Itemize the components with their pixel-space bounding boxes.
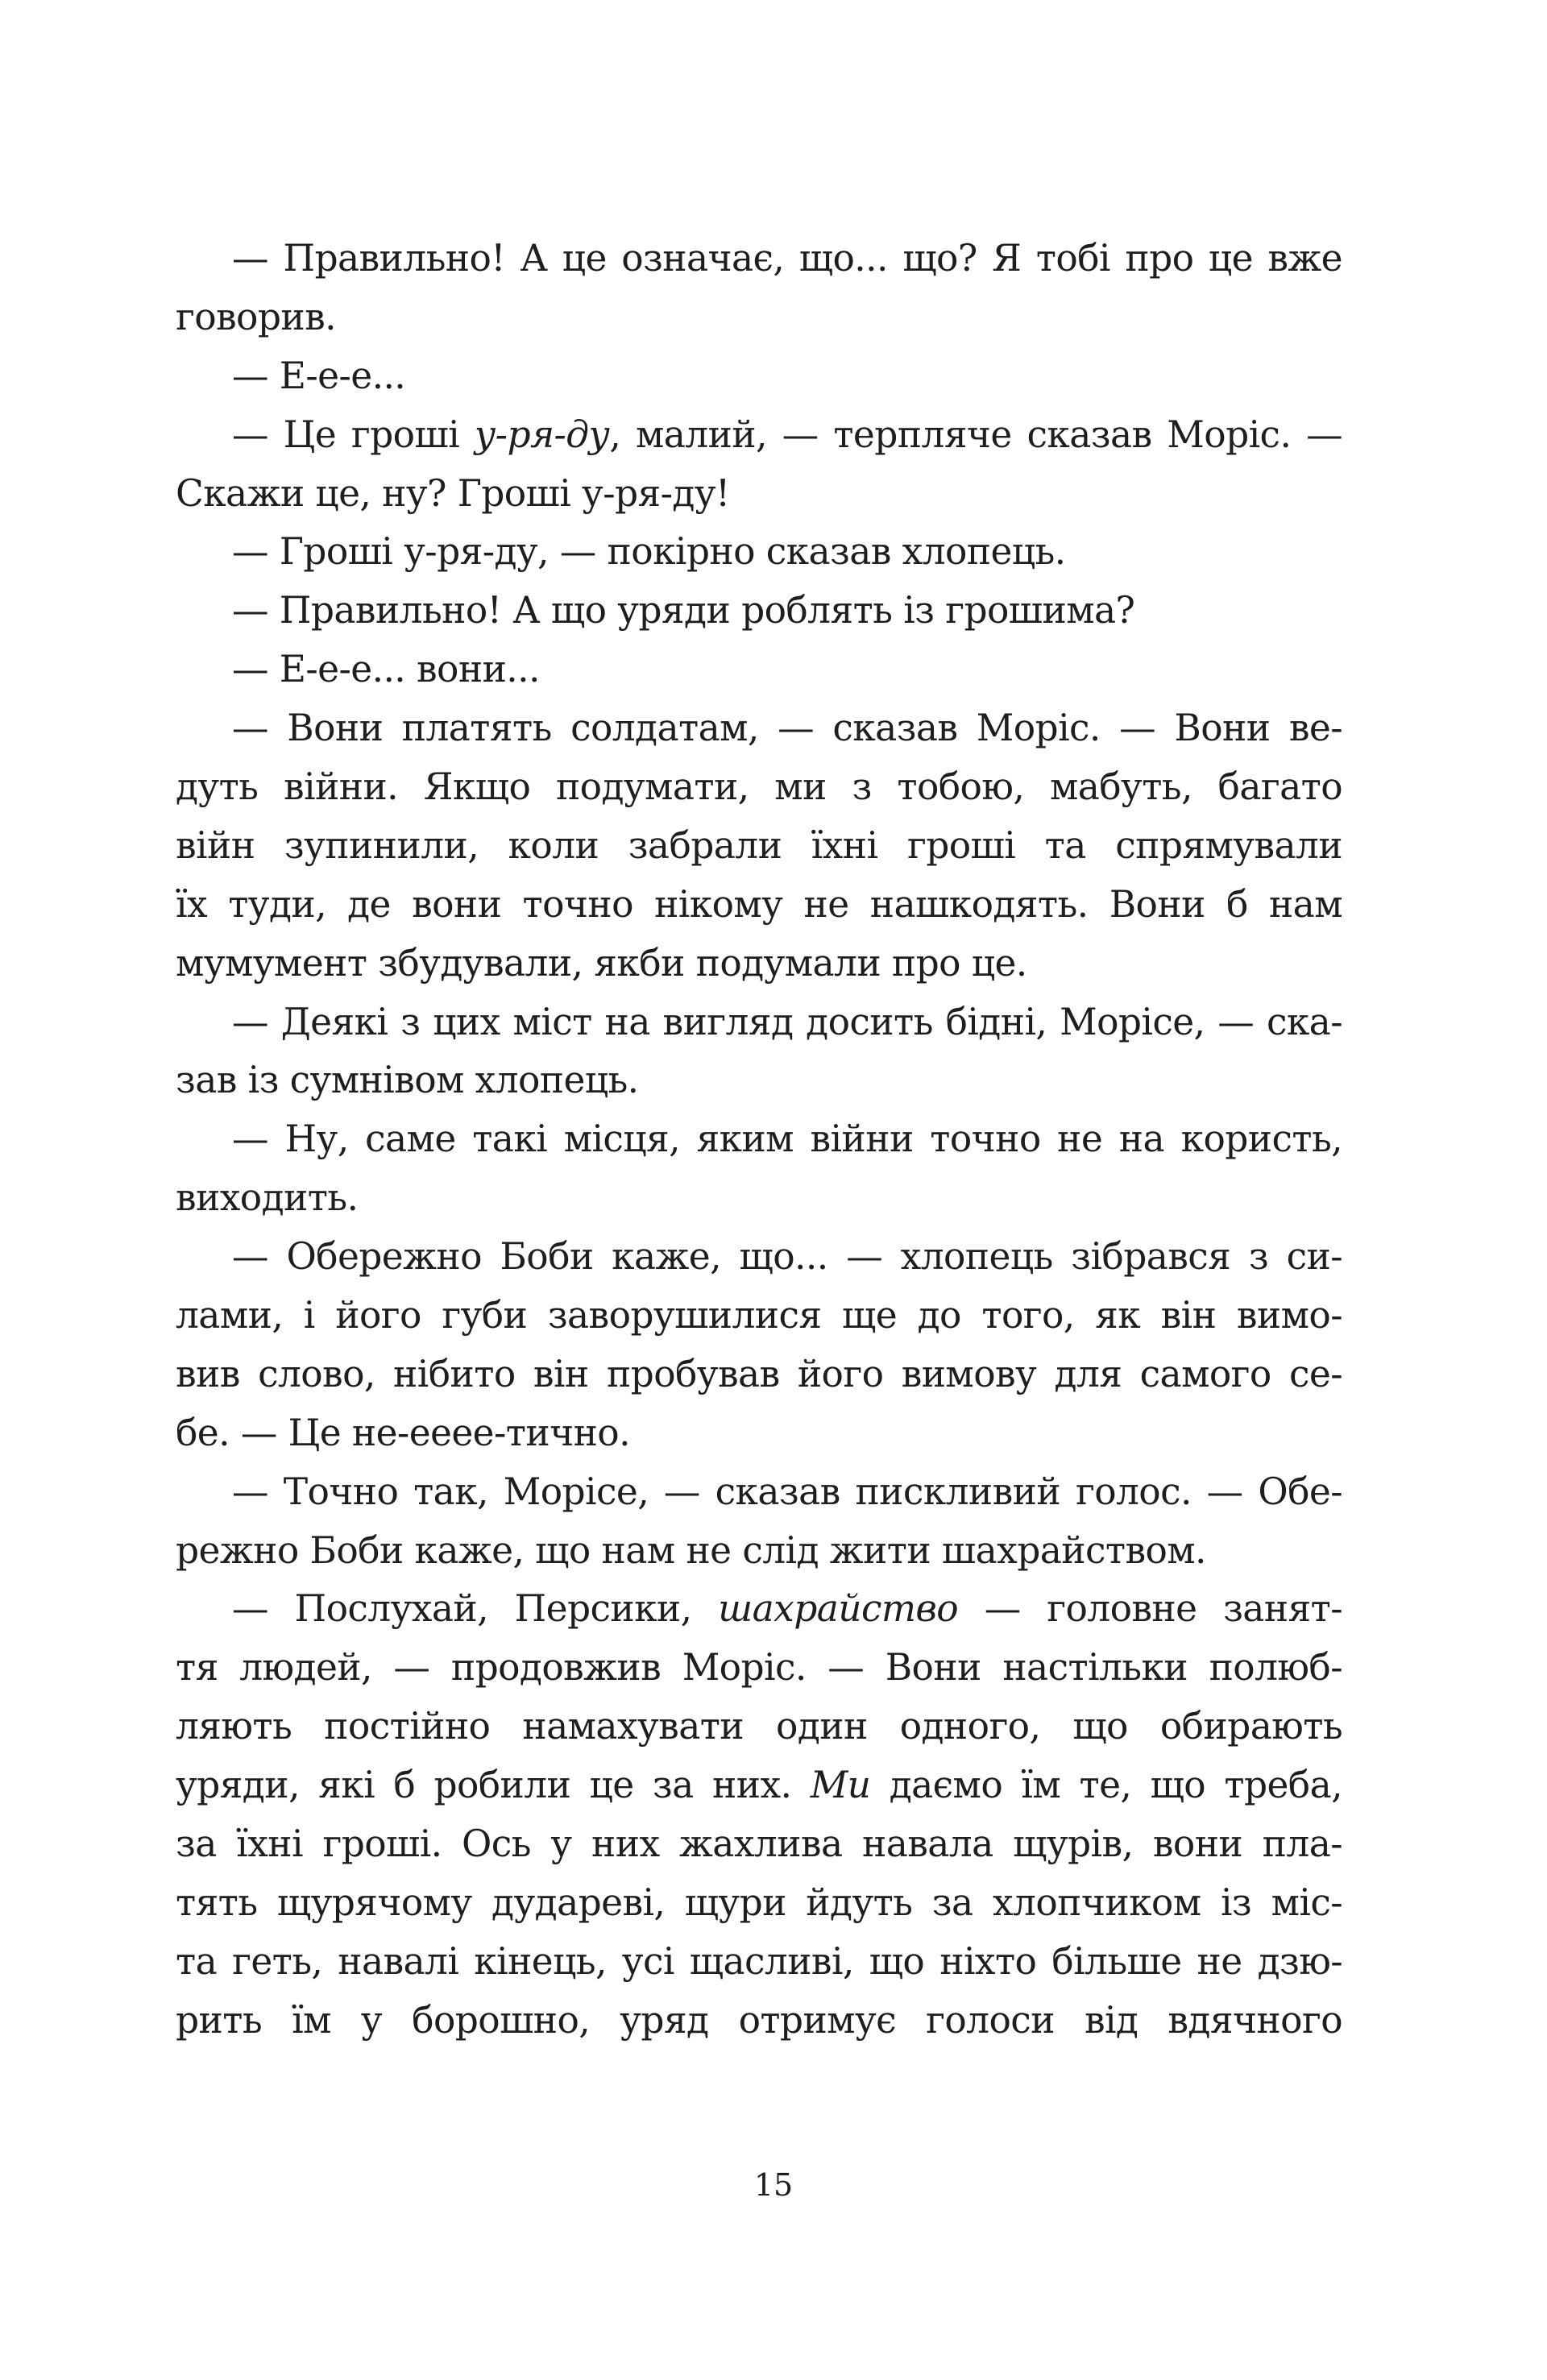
text-line: — Точно так, Морісе, — сказав пискливий голос. — Обе- [232,1470,1342,1513]
text-line: — Деякі з цих міст на вигляд досить бідні, Морісе, — ска- [232,1000,1342,1043]
text-line: — Вони платять солдатам, — сказав Моріс. — Вони ве- [232,707,1342,750]
text-line: — Послухай, Персики, шахрайство — головне занят- [232,1587,1342,1631]
text-line: війн зупинили, коли забрали їхні гроші та спрямували [176,823,1342,867]
text-line: говорив. [176,295,336,338]
text-line: — Е-е-е... [232,354,406,397]
text-line: — Е-е-е... вони... [232,648,540,691]
page-body-text [176,230,1342,2050]
text-line: та геть, навалі кінець, усі щасливі, що ніхто більше не дзю- [176,1939,1342,1983]
text-line: — Це гроші у-ря-ду, малий, — терпляче сказав Моріс. — [232,413,1342,456]
text-line: дуть війни. Якщо подумати, ми з тобою, мабуть, багато [176,765,1342,809]
text-line: тять щурячому дудареві, щури йдуть за хлопчиком із міс- [176,1880,1342,1924]
text-line: — Обережно Боби каже, що... — хлопець зібрався з си- [232,1235,1342,1279]
text-line: режно Боби каже, що нам не слід жити шахрайством. [176,1528,1206,1572]
page-number: 15 [753,2167,794,2203]
text-line: мумумент збудували, якби подумали про це. [176,941,1027,985]
text-line: уряди, які б робили це за них. Ми даємо їм те, що треба, [176,1764,1342,1807]
text-line: — Правильно! А що уряди роблять із грошима? [232,589,1135,632]
text-line: їх туди, де вони точно нікому не нашкодять. Вони б нам [176,882,1342,926]
text-line: виходить. [176,1176,359,1220]
text-line: — Гроші у-ря-ду, — покірно сказав хлопець. [232,530,1066,574]
text-line: ляють постійно намахувати один одного, що обирають [176,1705,1342,1748]
text-line: рить їм у борошно, уряд отримує голоси від вдячного [176,1998,1342,2042]
italic-emphasis: Ми [810,1764,871,1807]
text-line: тя людей, — продовжив Моріс. — Вони настільки полюб- [176,1646,1342,1690]
italic-emphasis: у-ря-ду [474,413,610,456]
text-line: за їхні гроші. Ось у них жахлива навала щурів, вони пла- [176,1822,1342,1866]
text-line: бе. — Це не-ееее-тично. [176,1411,630,1454]
text-line: — Правильно! А це означає, що... що? Я тобі про це вже [232,237,1342,280]
text-line: вив слово, нібито він пробував його вимову для самого се- [176,1352,1342,1395]
italic-emphasis: шахрайство [718,1587,959,1631]
text-line: — Ну, саме такі місця, яким війни точно не на користь, [232,1117,1342,1161]
text-line: Скажи це, ну? Гроші у-ря-ду! [176,471,730,515]
text-line: лами, і його губи заворушилися ще до того, як він вимо- [176,1294,1342,1337]
text-line: зав із сумнівом хлопець. [176,1059,639,1102]
